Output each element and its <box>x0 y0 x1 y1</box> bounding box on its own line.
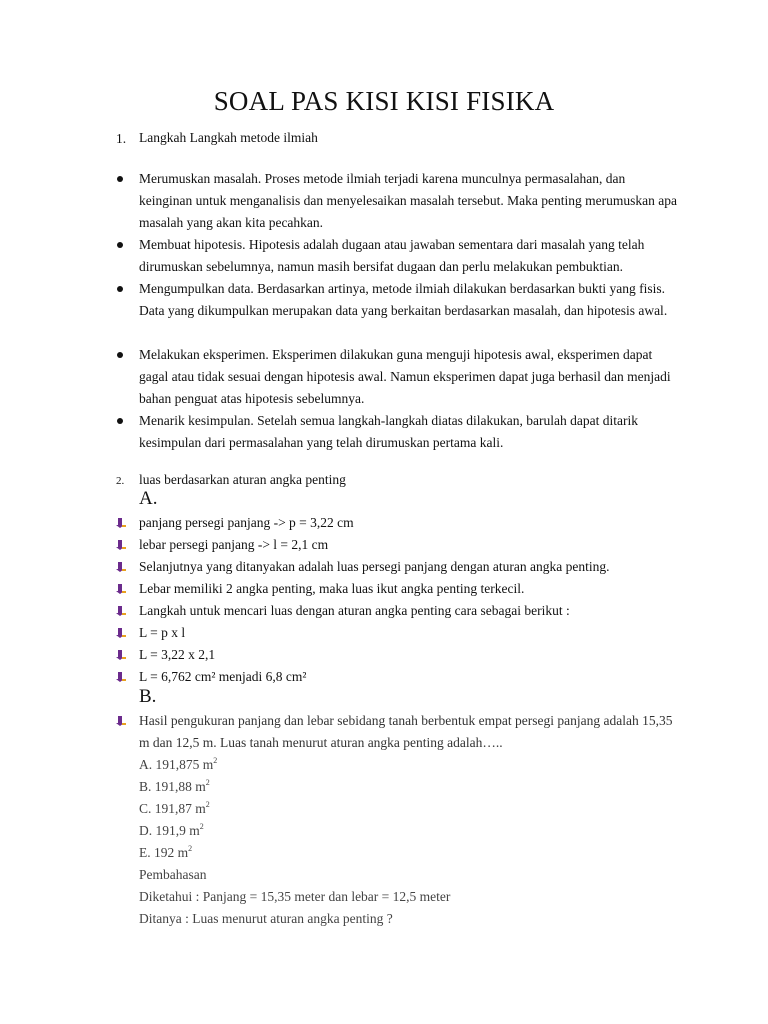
answer-option <box>139 776 210 798</box>
bullet-icon <box>117 242 123 248</box>
arrow-bullet-icon <box>115 605 127 617</box>
q2-label: luas berdasarkan aturan angka penting <box>139 472 346 487</box>
answer-option-text: B. 191,88 m <box>139 779 206 794</box>
q2-number: 2. <box>116 475 125 487</box>
q1-bullet-list <box>139 168 679 454</box>
answer-option-exponent: 2 <box>213 756 218 765</box>
arrow-bullet-icon <box>115 561 127 573</box>
list-item: Mengumpulkan data. Berdasarkan artinya, metode ilmiah dilakukan berdasarkan bukti yang fisis. Data yang dikumpulkan merupakan data yang berkaitan berdasarkan masalah, dan hipotesis awal. <box>139 278 679 344</box>
answer-option-text: D. 191,9 m <box>139 823 200 838</box>
bullet-icon <box>117 286 123 292</box>
answer-option-exponent: 2 <box>188 844 193 853</box>
list-item: Melakukan eksperimen. Eksperimen dilakukan guna menguji hipotesis awal, eksperimen dapat gagal atau tidak sesuai dengan hipotesis awal. Namun eksperimen dapat juga berhasil dan menjadi bahan penguat atas hipotesis sebelumnya. <box>139 344 679 410</box>
list-item: L = 6,762 cm² menjadi 6,8 cm² <box>139 669 307 684</box>
answer-option-exponent: 2 <box>205 800 210 809</box>
answer-option <box>139 842 192 864</box>
answer-option-text: E. 192 m <box>139 845 189 860</box>
list-item: panjang persegi panjang -> p = 3,22 cm <box>139 515 354 530</box>
section-b-heading: B. <box>139 686 157 707</box>
answer-option-exponent: 2 <box>199 822 204 831</box>
list-item: lebar persegi panjang -> l = 2,1 cm <box>139 537 329 552</box>
bullet-icon <box>117 176 123 182</box>
arrow-bullet-icon <box>115 539 127 551</box>
bullet-icon <box>117 352 123 358</box>
discussion-heading: Pembahasan <box>139 867 207 882</box>
section-b-question: Hasil pengukuran panjang dan lebar sebidang tanah berbentuk empat persegi panjang adalah 15,35 m dan 12,5 m. Luas tanah menurut aturan angka penting adalah….. <box>139 713 673 750</box>
arrow-bullet-icon <box>115 583 127 595</box>
answer-option <box>139 754 217 776</box>
q1-number: 1. <box>116 131 127 146</box>
q1-label: Langkah Langkah metode ilmiah <box>139 130 318 145</box>
answer-option-text: C. 191,87 m <box>139 801 206 816</box>
answer-option-text: A. 191,875 m <box>139 757 214 772</box>
answer-option-exponent: 2 <box>205 778 210 787</box>
arrow-bullet-icon <box>115 627 127 639</box>
arrow-bullet-icon <box>115 649 127 661</box>
section-a-heading: A. <box>139 488 158 509</box>
discussion-line: Ditanya : Luas menurut aturan angka penting ? <box>139 911 393 926</box>
list-item: Lebar memiliki 2 angka penting, maka luas ikut angka penting terkecil. <box>139 581 525 596</box>
page-title: SOAL PAS KISI KISI FISIKA <box>213 86 555 116</box>
bullet-icon <box>117 418 123 424</box>
arrow-bullet-icon <box>115 517 127 529</box>
list-item: Membuat hipotesis. Hipotesis adalah dugaan atau jawaban sementara dari masalah yang telah dirumuskan sebelumnya, namun masih bersifat dugaan dan perlu melakukan pembuktian. <box>139 234 679 278</box>
arrow-bullet-icon <box>115 715 127 727</box>
discussion-line: Diketahui : Panjang = 15,35 meter dan lebar = 12,5 meter <box>139 889 451 904</box>
list-item: Selanjutnya yang ditanyakan adalah luas persegi panjang dengan aturan angka penting. <box>139 559 610 574</box>
answer-option <box>139 820 204 842</box>
list-item: L = p x l <box>139 625 186 640</box>
arrow-bullet-icon <box>115 671 127 683</box>
list-item: Menarik kesimpulan. Setelah semua langkah-langkah diatas dilakukan, barulah dapat ditarik kesimpulan dari permasalahan yang telah dirumuskan pertama kali. <box>139 410 679 454</box>
list-item: Merumuskan masalah. Proses metode ilmiah terjadi karena munculnya permasalahan, dan keinginan untuk menganalisis dan menyelesaikan masalah tersebut. Maka penting merumuskan apa masalah yang akan kita pecahkan. <box>139 168 679 234</box>
list-item: L = 3,22 x 2,1 <box>139 647 216 662</box>
answer-option <box>139 798 210 820</box>
list-item: Langkah untuk mencari luas dengan aturan angka penting cara sebagai berikut : <box>139 603 570 618</box>
